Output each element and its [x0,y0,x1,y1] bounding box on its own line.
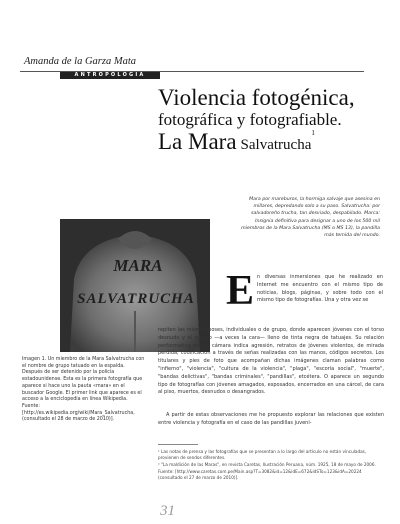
photo-caption: Imagen 1. Un miembro de la Mara Salvatrucha con el nombre de grupo tatuado en la espalda. Después de ser detenido por la policía estadounidense. Esta es la primera fotografía que aparece si hace uno la pauta «mara» en el buscador Google. El primer link que aparece es el acceso a la enciclopedia en línea Wikipedia. Fuente: [http://es.wikipedia.org/wiki/Mara_Salvatrucha, (consultado el 28 de marzo de 2010)]. [22,357,145,423]
title-footnote-mark: 1 [311,129,315,137]
body-paragraph-1-start: n diversas inmersiones que he realizado en Internet me encuentro con el mismo tipo de noticias, blogs, páginas, y sobre todo con el mismo tipo de fotografías. Una y otra vez se [257,274,383,304]
title-line-3 [158,130,388,153]
section-label: ANTROPOLOGÍA [60,72,160,79]
footnote-2: ² "La maldición de las Maras", en revista Caretas, Ilustración Peruana, núm. 1925, 18 de mayo de 2006. Fuente: [http://www.caretas.com.pe/Main.asp?T=3082&id=12&idE=672&idSTo=123&idA=20224 (consultado el 27 de marzo de 2010)]. [158,462,376,480]
drop-cap: E [226,268,255,314]
title-line-3-small: Salvatrucha [240,137,312,153]
epigraph: Mara por mareburos, la hormiga salvaje que asesina en millares, depredando solo a su paso. Salvatrucha: por salvadoreño trucha, tan desviado, despabilado. Marca: Insígnia definitiva para designar a uno de los 500 mil miembros de la Mara Salvatrucha (MS o MS 13), la pandilla más temida del mundo. [241,197,380,239]
footnote-1: ¹ Las notas de prensa y las fotografías que se presentan a lo largo del artículo no están vinculadas, provienen de sendos diferentes. [158,449,367,461]
body-paragraph-2: A partir de estas observaciones me he propuesto explorar las relaciones que existen entre violencia y fotografía en el caso de las pandillas juveni- [158,412,384,426]
tattoo-mara: MARA [113,256,163,275]
title-line-2: fotográfica y fotografiable. [158,110,342,129]
footnotes [158,449,384,482]
footnote-rule [158,444,198,445]
title-line-1: Violencia fotogénica, [158,85,355,110]
body-paragraph-1-cont: repiten las mismas poses, individuales o de grupo, donde aparecen jóvenes con el torso desnudo y el cuerpo —a veces la cara— lleno de tinta negra de tatuajes. Su relación performativa con la cámara indica agresión, retratos de jóvenes violentos, de mirada perdida, codificación a través de señas realizadas con las manos, códigos secretos. Los titulares y pies de foto que acompañan dichas imágenes claman palabras como "infierno", "violencia", "cultura de la violencia", "plaga", "escoria social", "muerte", "bandas delictivas", "bandas criminales", "pandillas", etcétera. O aparece un segundo tipo de fotografías con jóvenes amagados, esposados, encerrados en una cárcel, de cara al piso, muertos, desnudos o desangrados. [158,327,384,396]
article-title [158,86,388,153]
author-name: Amanda de la Garza Mata [24,56,136,67]
page-number: 31 [160,503,175,519]
title-line-3-main: La Mara [158,129,237,154]
tattoo-salvatrucha: SALVATRUCHA [77,291,195,307]
